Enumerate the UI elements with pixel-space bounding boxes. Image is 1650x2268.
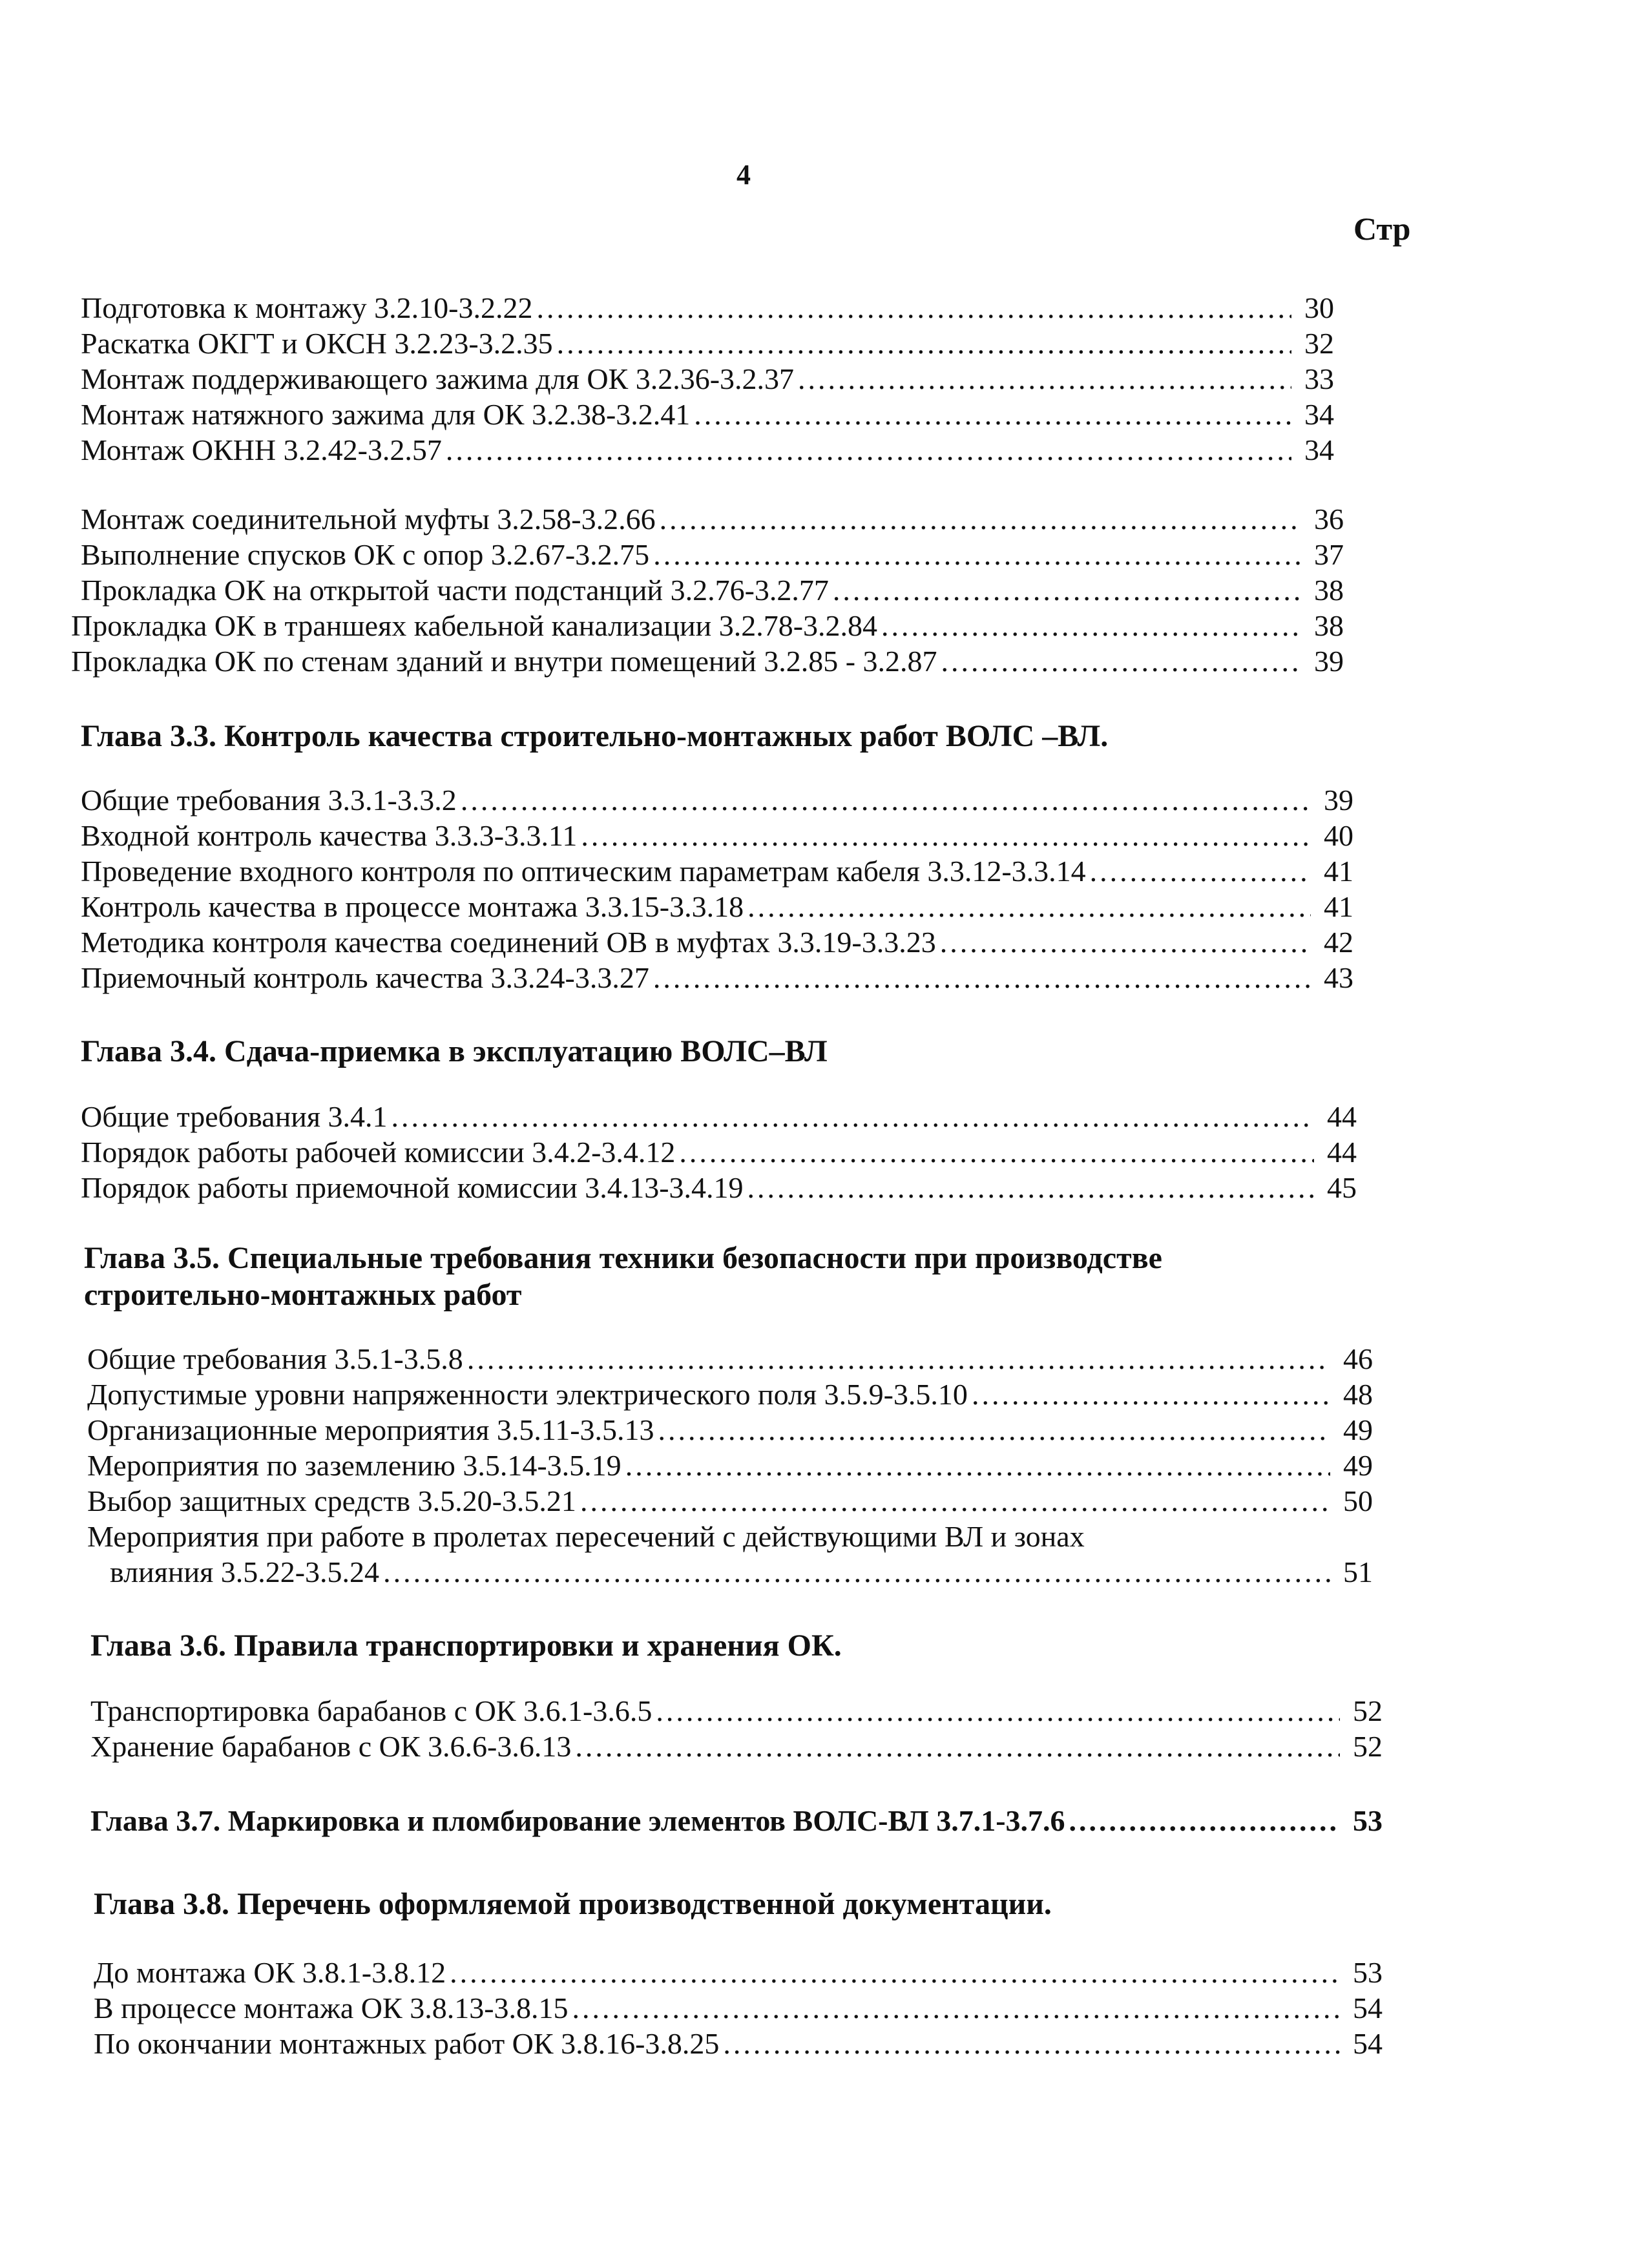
toc-entry-page: 44 — [1327, 1136, 1357, 1169]
toc-entry-title: Выполнение спусков ОК с опор 3.2.67-3.2.75 — [81, 538, 650, 571]
toc-entry — [81, 536, 1344, 574]
toc-entry-title: Приемочный контроль качества 3.3.24-3.3.27 — [81, 961, 649, 994]
toc-entry-page: 46 — [1343, 1342, 1373, 1375]
toc-entry-page: 40 — [1324, 819, 1353, 852]
toc-entry-page: 48 — [1343, 1378, 1373, 1411]
toc-entry-title: Методика контроля качества соединений ОВ в муфтах 3.3.19-3.3.23 — [81, 926, 936, 959]
toc-entry — [87, 1340, 1373, 1378]
chapter-heading: Глава 3.6. Правила транспортировки и хранения ОК. — [90, 1628, 842, 1663]
toc-entry-page: 50 — [1343, 1484, 1373, 1517]
toc-entry-page: 36 — [1314, 503, 1344, 536]
chapter-heading-continued: строительно-монтажных работ — [84, 1278, 522, 1312]
toc-entry-title: Общие требования 3.5.1-3.5.8 — [87, 1342, 463, 1375]
toc-entry-title: Мероприятия по заземлению 3.5.14-3.5.19 — [87, 1449, 621, 1482]
toc-entry-title: Транспортировка барабанов с ОК 3.6.1-3.6.5 — [90, 1694, 653, 1727]
toc-entry-page: 34 — [1304, 398, 1334, 431]
toc-entry — [81, 396, 1334, 433]
toc-entry — [81, 501, 1344, 538]
toc-entry-page: 37 — [1314, 538, 1344, 571]
toc-entry-title: До монтажа ОК 3.8.1-3.8.12 — [94, 1956, 446, 1989]
toc-entry-title: Монтаж поддерживающего зажима для ОК 3.2.36-3.2.37 — [81, 362, 795, 395]
toc-entry-title: Хранение барабанов с ОК 3.6.6-3.6.13 — [90, 1730, 572, 1763]
toc-entry-page: 45 — [1327, 1171, 1357, 1204]
toc-entry — [87, 1376, 1373, 1413]
toc-entry-title: Монтаж ОКНН 3.2.42-3.2.57 — [81, 433, 442, 466]
toc-entry-page: 43 — [1324, 961, 1353, 994]
toc-entry-page: 49 — [1343, 1449, 1373, 1482]
toc-entry — [94, 1990, 1383, 2027]
toc-entry-title: Глава 3.7. Маркировка и пломбирование элементов ВОЛС-ВЛ 3.7.1-3.7.6 — [90, 1804, 1065, 1837]
toc-entry-title: По окончании монтажных работ ОК 3.8.16-3.8.25 — [94, 2027, 720, 2060]
toc-entry — [81, 1169, 1357, 1207]
page-column-label: Стр — [1353, 211, 1411, 247]
toc-entry-title: Прокладка ОК по стенам зданий и внутри помещений 3.2.85 - 3.2.87 — [71, 645, 937, 678]
toc-entry — [81, 817, 1353, 855]
toc-entry-page: 53 — [1353, 1804, 1383, 1837]
toc-entry-no-leader — [87, 1518, 1373, 1555]
toc-entry-title: Контроль качества в процессе монтажа 3.3.15-3.3.18 — [81, 890, 744, 923]
toc-entry-title: Мероприятия при работе в пролетах пересечений с действующими ВЛ и зонах — [87, 1520, 1085, 1553]
toc-entry — [94, 1954, 1383, 1992]
toc-entry-page: 41 — [1324, 890, 1353, 923]
toc-entry-page: 52 — [1353, 1730, 1383, 1763]
toc-entry-page: 51 — [1343, 1555, 1373, 1588]
chapter-heading: Глава 3.8. Перечень оформляемой производственной документации. — [94, 1887, 1052, 1921]
toc-entry-title: Раскатка ОКГТ и ОКСН 3.2.23-3.2.35 — [81, 327, 553, 360]
toc-entry — [81, 924, 1353, 961]
toc-entry-page: 54 — [1353, 2027, 1383, 2060]
toc-entry — [81, 888, 1353, 926]
toc-entry-page: 44 — [1327, 1100, 1357, 1133]
toc-entry — [81, 432, 1334, 469]
toc-entry-title: Прокладка ОК в траншеях кабельной канализации 3.2.78-3.2.84 — [71, 609, 878, 642]
page-number: 4 — [736, 159, 751, 191]
toc-entry-title: Подготовка к монтажу 3.2.10-3.2.22 — [81, 291, 533, 324]
chapter-toc-entry — [90, 1802, 1383, 1840]
toc-entry — [94, 2025, 1383, 2063]
toc-entry — [110, 1554, 1373, 1591]
chapter-heading: Глава 3.4. Сдача-приемка в эксплуатацию ВОЛС–ВЛ — [81, 1034, 828, 1068]
toc-entry-title: Общие требования 3.4.1 — [81, 1100, 388, 1133]
toc-entry — [90, 1692, 1383, 1730]
toc-entry — [81, 325, 1334, 362]
toc-entry-title: Порядок работы приемочной комиссии 3.4.13-3.4.19 — [81, 1171, 744, 1204]
toc-entry — [71, 607, 1344, 645]
toc-entry — [87, 1411, 1373, 1449]
toc-entry-title: влияния 3.5.22-3.5.24 — [110, 1555, 380, 1588]
toc-entry-title: Организационные мероприятия 3.5.11-3.5.13 — [87, 1413, 654, 1446]
toc-entry-title: Монтаж соединительной муфты 3.2.58-3.2.66 — [81, 503, 656, 536]
toc-entry-page: 34 — [1304, 433, 1334, 466]
toc-entry-title: Выбор защитных средств 3.5.20-3.5.21 — [87, 1484, 576, 1517]
toc-entry-page: 52 — [1353, 1694, 1383, 1727]
toc-entry-page: 49 — [1343, 1413, 1373, 1446]
toc-entry-page: 39 — [1324, 784, 1353, 817]
chapter-heading: Глава 3.5. Специальные требования техники безопасности при производстве — [84, 1241, 1162, 1275]
toc-entry-page: 42 — [1324, 926, 1353, 959]
toc-entry — [71, 643, 1344, 680]
toc-entry-page: 53 — [1353, 1956, 1383, 1989]
toc-entry-page: 54 — [1353, 1992, 1383, 2024]
toc-entry — [81, 360, 1334, 398]
toc-entry — [81, 782, 1353, 819]
toc-entry-page: 32 — [1304, 327, 1334, 360]
toc-entry-page: 38 — [1314, 574, 1344, 607]
toc-entry — [81, 853, 1353, 890]
toc-entry-title: В процессе монтажа ОК 3.8.13-3.8.15 — [94, 1992, 569, 2024]
toc-entry — [81, 1098, 1357, 1136]
toc-entry — [87, 1447, 1373, 1484]
toc-entry — [90, 1728, 1383, 1765]
toc-entry — [81, 572, 1344, 609]
toc-entry-page: 41 — [1324, 855, 1353, 888]
toc-entry-page: 33 — [1304, 362, 1334, 395]
chapter-heading: Глава 3.3. Контроль качества строительно-монтажных работ ВОЛС –ВЛ. — [81, 719, 1109, 753]
toc-entry-page: 39 — [1314, 645, 1344, 678]
toc-entry-page: 38 — [1314, 609, 1344, 642]
toc-entry — [81, 289, 1334, 327]
toc-entry-title: Общие требования 3.3.1-3.3.2 — [81, 784, 457, 817]
toc-entry-title: Прокладка ОК на открытой части подстанций 3.2.76-3.2.77 — [81, 574, 829, 607]
toc-entry-title: Входной контроль качества 3.3.3-3.3.11 — [81, 819, 578, 852]
toc-entry-page: 30 — [1304, 291, 1334, 324]
toc-entry-title: Монтаж натяжного зажима для ОК 3.2.38-3.2.41 — [81, 398, 691, 431]
toc-entry-title: Порядок работы рабочей комиссии 3.4.2-3.4.12 — [81, 1136, 676, 1169]
toc-entry-title: Проведение входного контроля по оптическим параметрам кабеля 3.3.12-3.3.14 — [81, 855, 1086, 888]
toc-entry-title: Допустимые уровни напряженности электрического поля 3.5.9-3.5.10 — [87, 1378, 968, 1411]
toc-entry — [81, 959, 1353, 997]
toc-entry — [87, 1483, 1373, 1520]
toc-entry — [81, 1134, 1357, 1171]
